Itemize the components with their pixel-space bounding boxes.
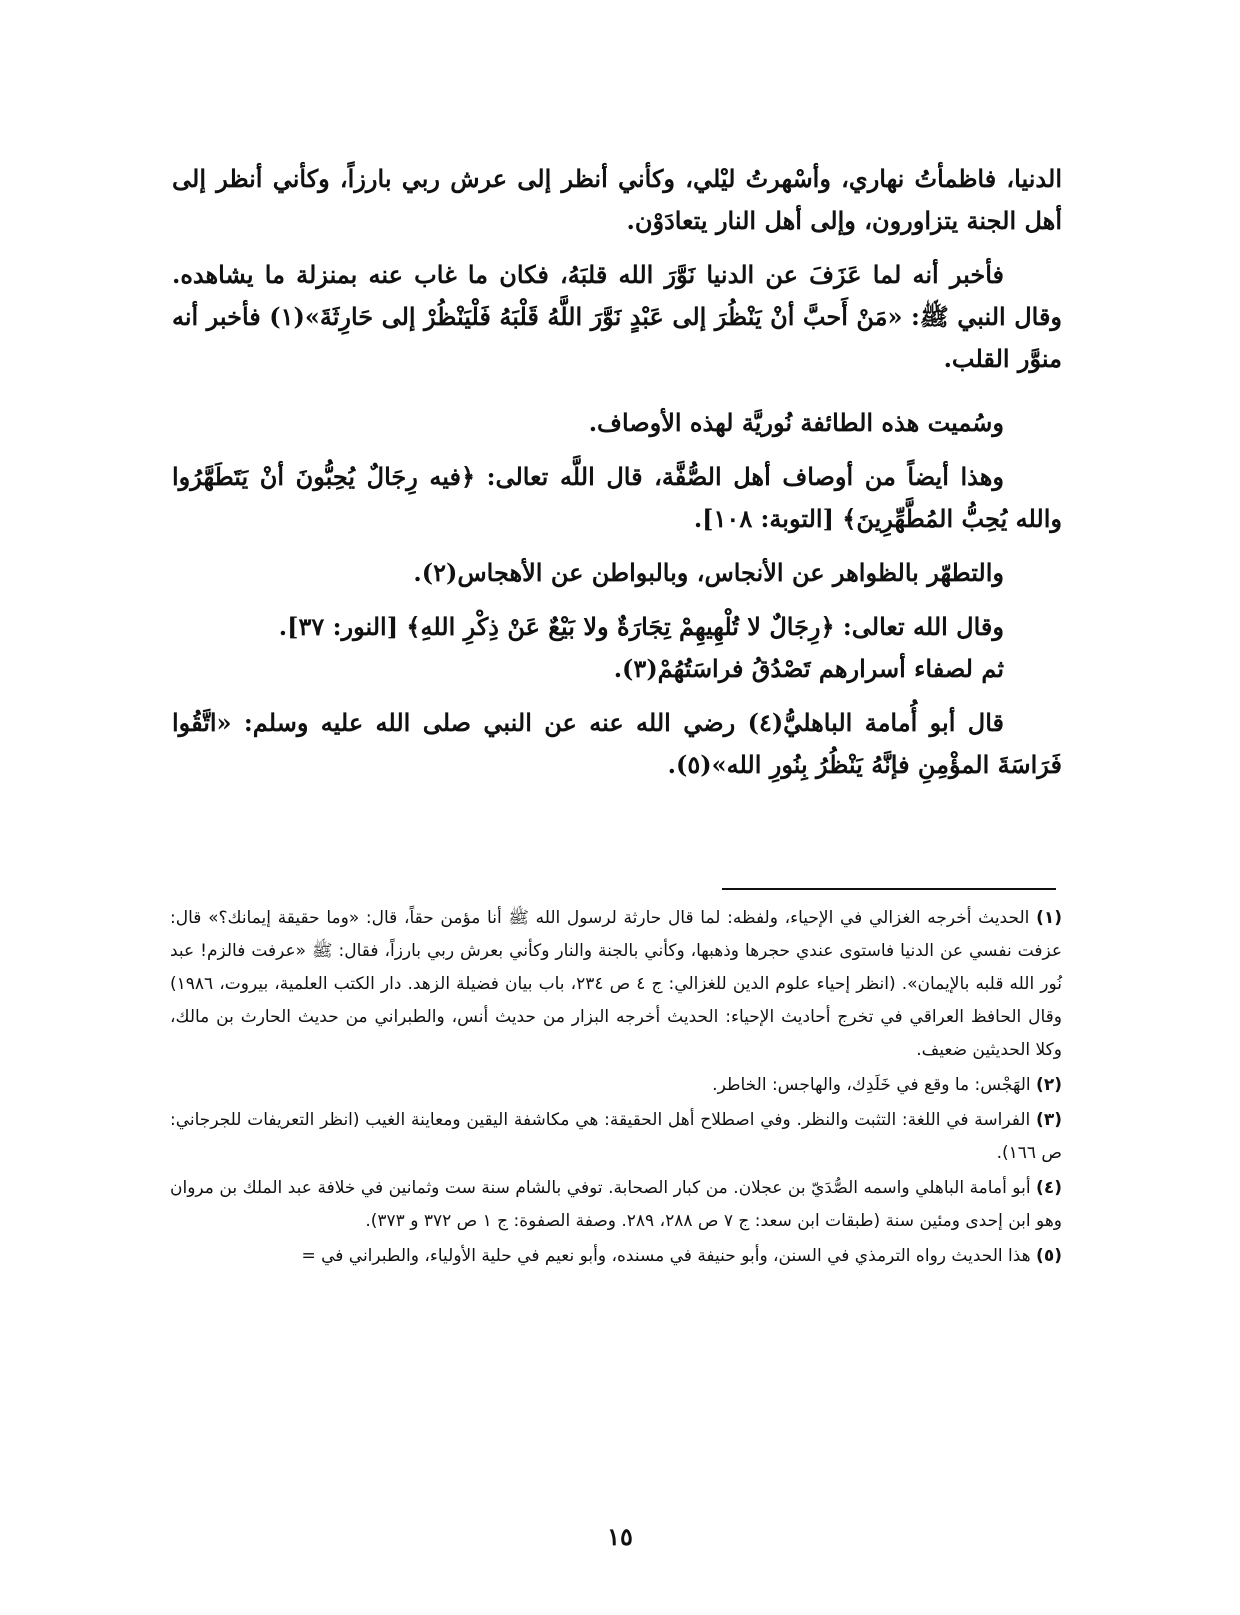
paragraph-4: وهذا أيضاً من أوصاف أهل الصُّفَّة، قال اللَّه تعالى: ﴿فيه رِجَالٌ يُحِبُّونَ أنْ يَتَطَهَّرُوا والله يُحِبُّ المُطَّهِّرِينَ﴾ [التوبة: ١٠٨]. bbox=[172, 462, 1062, 533]
footnote-4 bbox=[170, 1172, 1062, 1238]
footnote-number: (٥) bbox=[1036, 1246, 1062, 1266]
paragraph-5: والتطهّر بالظواهر عن الأنجاس، وبالبواطن عن الأهجاس(٢). bbox=[413, 558, 1004, 587]
footnote-number: (١) bbox=[1036, 908, 1063, 928]
footnote-text: الهَجْس: ما وقع في خَلَدِك، والهاجس: الخاطر. bbox=[712, 1075, 1031, 1095]
footnote-text: أبو أمامة الباهلي واسمه الصُّدَيّ بن عجلان. من كبار الصحابة. توفي بالشام سنة ست وثمانين في خلافة عبد الملك بن مروان وهو ابن إحدى ومئين سنة (طبقات ابن سعد: ج ٧ ص ٢٨٨، ٢٨٩. وصفة الصفوة: ج ١ ص ٣٧٢ و ٣٧٣). bbox=[170, 1178, 1062, 1231]
footnote-text: هذا الحديث رواه الترمذي في السنن، وأبو حنيفة في مسنده، وأبو نعيم في حلية الأولياء، والطبراني في = bbox=[301, 1246, 1031, 1266]
paragraph-3: وسُميت هذه الطائفة نُوريَّة لهذه الأوصاف. bbox=[588, 408, 1004, 437]
main-text-block bbox=[172, 158, 1062, 798]
paragraph-2: فأخبر أنه لما عَزَفَ عن الدنيا نَوَّرَ الله قلبَهُ، فكان ما غاب عنه بمنزلة ما يشاهده. وقال النبي ﷺ: «مَنْ أَحبَّ أنْ يَنْظُرَ إلى عَبْدٍ نَوَّرَ اللَّهُ قَلْبَهُ فَلْيَنْظُرْ إلى حَارِثَةَ»(١) فأخبر أنه منوَّر القلب. bbox=[172, 260, 1063, 373]
paragraph-7: قال أبو أُمامة الباهليُّ(٤) رضي الله عنه عن النبي صلى الله عليه وسلم: «اتَّقُوا فَرَاسَةَ المؤْمِنِ فإنَّهُ يَنْظُرُ بِنُورِ الله»(٥). bbox=[172, 708, 1062, 779]
footnote-1 bbox=[170, 902, 1062, 1067]
page-number: ١٥ bbox=[607, 1522, 633, 1551]
footnote-separator bbox=[722, 888, 1056, 890]
footnote-number: (٣) bbox=[1036, 1110, 1062, 1130]
footnote-5 bbox=[170, 1240, 1062, 1273]
footnote-2 bbox=[170, 1069, 1062, 1102]
paragraph-6a: وقال الله تعالى: ﴿رِجَالٌ لا تُلْهِيهِمْ تِجَارَةٌ ولا بَيْعٌ عَنْ ذِكْرِ اللهِ﴾ [النور: ٣٧]. bbox=[278, 612, 1004, 641]
footnote-text: الحديث أخرجه الغزالي في الإحياء، ولفظه: لما قال حارثة لرسول الله ﷺ أنا مؤمن حقاً، قال: «وما حقيقة إيمانك؟» قال: عزفت نفسي عن الدنيا فاستوى عندي حجرها وذهبها، وكأني بالجنة والنار وكأني بعرش ربي بارزاً، فقال: ﷺ «عرفت فالزم! عبد نُور الله قلبه بالإيمان». (انظر إحياء علوم الدين للغزالي: ج ٤ ص ٢٣٤، باب بيان فضيلة الزهد. دار الكتب العلمية، بيروت، ١٩٨٦) وقال الحافظ العراقي في تخرج أحاديث الإحياء: الحديث أخرجه البزار من حديث أنس، والطبراني من حديث الحارث بن مالك، وكلا الحديثين ضعيف. bbox=[170, 908, 1062, 1060]
footnotes bbox=[170, 902, 1062, 1275]
paragraph-6b: ثم لصفاء أسرارهم تَصْدُقُ فراسَتُهُمْ(٣). bbox=[613, 654, 1004, 683]
paragraph-1: الدنيا، فاظمأتُ نهاري، وأسْهرتُ ليْلي، وكأني أنظر إلى عرش ربي بارزاً، وكأني أنظر إلى أهل الجنة يتزاورون، وإلى أهل النار يتعادَوْن. bbox=[172, 164, 1062, 235]
footnote-number: (٤) bbox=[1036, 1178, 1062, 1198]
footnote-3 bbox=[170, 1104, 1062, 1170]
footnote-text: الفراسة في اللغة: التثبت والنظر. وفي اصطلاح أهل الحقيقة: هي مكاشفة اليقين ومعاينة الغيب (انظر التعريفات للجرجاني: ص ١٦٦). bbox=[170, 1110, 1062, 1163]
footnote-number: (٢) bbox=[1036, 1075, 1062, 1095]
